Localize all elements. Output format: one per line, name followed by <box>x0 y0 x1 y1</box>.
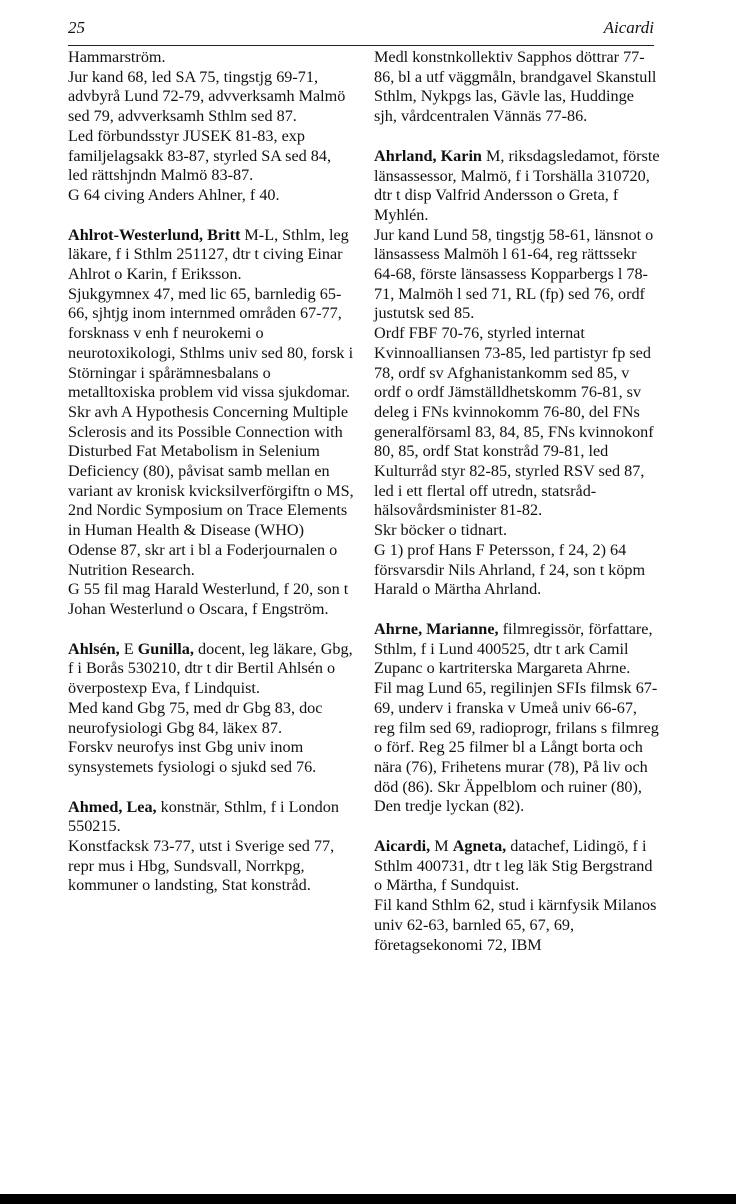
entry-lead-text: E <box>119 639 138 658</box>
entry-name: Aicardi, <box>374 837 431 856</box>
entry-name: Ahrland, Karin <box>374 146 482 165</box>
entry-name: Ahlsén, <box>68 639 120 658</box>
header-rule <box>68 45 654 46</box>
entry-paragraph: G 64 civing Anders Ahlner, f 40. <box>68 185 280 204</box>
entry-paragraph: Jur kand Lund 58, tingstjg 58-61, länsnot o länsassess Malmöh l 61-64, reg rättssekr 64-68, förste länsassess Kopparbergs l 78-71, Malmöh l sed 71, RL (fp) sed 76, ordf justutsk sed 85. <box>374 225 654 323</box>
entry-paragraph: Ordf FBF 70-76, styrled internat Kvinnoalliansen 73-85, led partistyr fp sed 78, ordf sv Afghanistankomm sed 85, v ordf o ordf Jämställdhetskomm 76-81, sv deleg i FNs kvinnokomm 76-80, del FNs generalförsaml 83, 84, 85, FNs kvinnokonf 80, 85, ordf Stat konstråd 79-81, led Kulturråd styr 82-85, styrled RSV sed 87, led i ett flertal off utredn, statsråd- hälsovårdsminister 81-82. <box>374 324 654 520</box>
entry-paragraph: G 1) prof Hans F Petersson, f 24, 2) 64 försvarsdir Nils Ahrland, f 24, son t köpm Harald o Märtha Ahrland. <box>374 540 646 599</box>
entry-lead-paragraph <box>68 48 354 68</box>
biography-entry <box>68 798 354 897</box>
entry-paragraph: Konstfacksk 73-77, utst i Sverige sed 77, repr mus i Hbg, Sundsvall, Norrkpg, kommuner o landsting, Stat konstråd. <box>68 837 335 895</box>
entry-lead-text: Medl konstnkollektiv Sapphos döttrar 77-86, bl a utf väggmåln, brandgavel Skanstull Sthlm, Nykpgs las, Gävle las, Huddinge sjh, vårdcentralen Vännäs 77-86. <box>374 48 657 126</box>
entry-paragraph: Jur kand 68, led SA 75, tingstjg 69-71, advbyrå Lund 72-79, advverksamh Malmö sed 79, advverksamh Sthlm sed 87. <box>68 67 346 126</box>
biography-entry <box>68 48 354 206</box>
biography-entry <box>68 226 354 620</box>
entry-lead-text-continued: datachef, Lidingö, f i Sthlm 400731, dtr t leg läk Stig Bergstrand o Märtha, f Sundquist. <box>374 837 653 895</box>
right-column <box>374 48 660 955</box>
entry-given-name: Gunilla, <box>137 639 194 658</box>
entry-name: Ahmed, Lea, <box>68 797 157 816</box>
entry-lead-text: M-L, Sthlm, leg läkare, f i Sthlm 251127, dtr t civing Einar Ahlrot o Karin, f Eriksson. <box>68 225 349 284</box>
bottom-edge-bar <box>0 1194 736 1204</box>
entry-paragraph: Fil mag Lund 65, regilinjen SFIs filmsk 67-69, underv i franska v Umeå univ 66-67, reg film sed 69, radioprogr, frilans s filmreg o förf. Reg 25 filmer bl a Långt borta och nära (76), Frihetens murar (78), På liv och död (86). Skr Äppelblom och ruiner (80), Den tredje lyckan (82). <box>374 679 659 816</box>
entry-lead-paragraph <box>68 798 354 837</box>
entry-lead-text: M <box>430 837 453 856</box>
entry-paragraph: Skr böcker o tidnart. <box>374 521 508 540</box>
entry-given-name: Agneta, <box>452 837 507 856</box>
entry-lead-text-continued: docent, leg läkare, Gbg, f i Borås 530210, dtr t dir Bertil Ahlsén o överpostexp Eva, f Lindquist. <box>68 639 353 698</box>
entry-lead-paragraph <box>374 147 660 226</box>
entry-paragraph: Skr avh A Hypothesis Concerning Multiple Sclerosis and its Possible Connection with Disturbed Fat Metabolism in Selenium Deficiency (80), påvisat samb mellan en variant av kronisk kvicksilverförgiftn o MS, 2nd Nordic Symposium on Trace Elements in Human Health & Disease (WHO) Odense 87, skr art i bl a Foderjournalen o Nutrition Research. <box>68 402 354 579</box>
biography-entry <box>374 48 660 127</box>
entry-paragraph: Led förbundsstyr JUSEK 81-83, exp familjelagsakk 83-87, styrled SA sed 84, led rättshjndn Malmö 83-87. <box>68 126 332 185</box>
entry-lead-paragraph <box>68 640 354 699</box>
entry-paragraph: Med kand Gbg 75, med dr Gbg 83, doc neurofysiologi Gbg 84, läkex 87. <box>68 698 323 737</box>
left-column <box>68 48 354 896</box>
biography-entry <box>374 837 660 955</box>
entry-paragraph: Forskv neurofys inst Gbg univ inom synsystemets fysiologi o sjukd sed 76. <box>68 738 317 776</box>
entry-lead-text: filmregissör, författare, Sthlm, f i Lund 400525, dtr t ark Camil Zupanc o kartriterska Margareta Ahrne. <box>374 619 653 678</box>
entry-lead-text: Hammarström. <box>68 48 166 66</box>
entry-name: Ahlrot-Westerlund, Britt <box>68 225 241 244</box>
entry-lead-text: M, riksdagsledamot, förste länsassessor, Malmö, f i Torshälla 310720, dtr t disp Valfrid Andersson o Greta, f Myhlén. <box>374 146 660 224</box>
entry-paragraph: G 55 fil mag Harald Westerlund, f 20, son t Johan Westerlund o Oscara, f Engström. <box>68 580 349 618</box>
biography-entry <box>374 147 660 600</box>
entry-name: Ahrne, Marianne, <box>374 619 499 638</box>
page-header <box>68 18 654 42</box>
entry-lead-text: konstnär, Sthlm, f i London 550215. <box>68 797 339 836</box>
entry-lead-paragraph <box>374 620 660 679</box>
entry-paragraph: Fil kand Sthlm 62, stud i kärnfysik Milanos univ 62-63, barnled 65, 67, 69, företagsekonomi 72, IBM <box>374 896 657 954</box>
page-number: 25 <box>68 18 85 37</box>
entry-lead-paragraph <box>374 837 660 896</box>
entry-paragraph: Sjukgymnex 47, med lic 65, barnledig 65-66, sjhtjg inom internmed områden 67-77, forsknass v enh f neurokemi o neurotoxikologi, Sthlms univ sed 80, forsk i Störningar i spårämnesbalans o metalltoxiska problem vid vissa sjukdomar. <box>68 284 354 402</box>
biography-entry <box>374 620 660 817</box>
running-head: Aicardi <box>603 18 654 37</box>
entry-lead-paragraph <box>374 48 660 127</box>
biography-entry <box>68 640 354 778</box>
entry-lead-paragraph <box>68 226 354 285</box>
